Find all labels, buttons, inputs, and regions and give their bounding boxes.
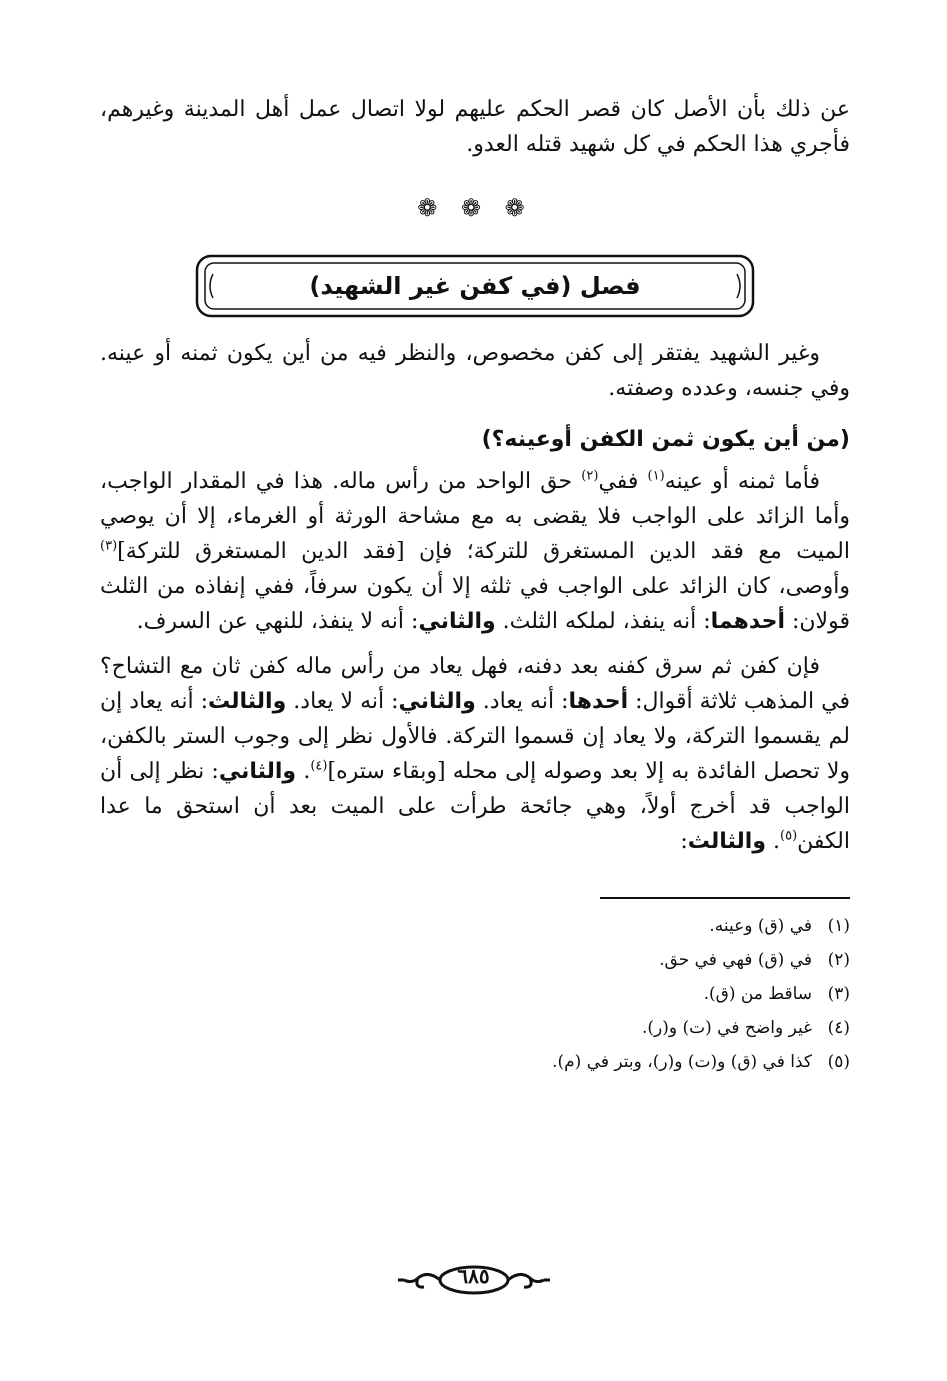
- footnote-ref-3[interactable]: (٣): [100, 538, 118, 554]
- text-run: : أنه يعاد إن لم يقسموا التركة، ولا يعاد إن قسموا التركة. فالأول نظر إلى وجوب الستر بالكفن، ولا تحصل الفائدة به إلا بعد وصوله إلى محله [وبقاء ستره]: [100, 689, 850, 784]
- text-run: : نظر إلى أن الواجب قد أخرج أولاً، وهي جائحة طرأت على الميت بعد أن استحق ما عدا الكفن: [100, 759, 850, 854]
- footnote-number: (٤): [827, 1018, 850, 1038]
- text-run: .: [296, 759, 311, 784]
- footnote-text: في (ق) وعينه.: [709, 916, 812, 936]
- footnote-number: (٣): [827, 984, 850, 1004]
- section-separator: ❁ ❁ ❁: [417, 194, 533, 222]
- footnote-item: [100, 977, 850, 1011]
- bold-term: والثاني: [418, 609, 496, 634]
- footnote-number: (٢): [827, 950, 850, 970]
- paragraph-2: [100, 649, 850, 859]
- bold-term: والثالث: [687, 829, 767, 854]
- text-run: :: [680, 829, 688, 854]
- text-run: .: [766, 829, 781, 854]
- text-run: : أنه لا ينفذ، للنهي عن السرف.: [136, 609, 419, 634]
- chapter-title: فصل (في كفن غير الشهيد): [309, 272, 641, 300]
- text-run: حق الواحد من رأس ماله. هذا في المقدار الواجب، وأما الزائد على الواجب فلا يقضى به مع مشاحة الورثة أو الغرماء، إلا أن يوصي الميت مع فقد الدين المستغرق للتركة؛ فإن [فقد الدين المستغرق للتركة]: [100, 469, 850, 564]
- footnote-item: [100, 1045, 850, 1079]
- text-run: ففي: [598, 469, 648, 494]
- text-run: : أنه لا يعاد.: [286, 689, 399, 714]
- footnotes-list: [100, 909, 850, 1079]
- bold-term: والثاني: [398, 689, 476, 714]
- footnote-text: في (ق) فهي في حق.: [659, 950, 812, 970]
- footnote-item: [100, 909, 850, 943]
- paragraph-1: [100, 464, 850, 639]
- text-run: : أنه ينفذ، لملكه الثلث.: [495, 609, 711, 634]
- bold-term: والثاني: [218, 759, 297, 784]
- footnote-text: كذا في (ق) و(ت) و(ر)، وبتر في (م).: [552, 1052, 812, 1072]
- footnote-number: (١): [827, 916, 850, 936]
- intro-paragraph: عن ذلك بأن الأصل كان قصر الحكم عليهم لولا اتصال عمل أهل المدينة وغيرهم، فأجري هذا الحكم في كل شهيد قتله العدو.: [100, 97, 850, 157]
- footnote-number: (٥): [827, 1052, 850, 1072]
- text-run: فإن كفن ثم سرق كفنه بعد دفنه، فهل يعاد من رأس ماله كفن ثان مع التشاح؟ في المذهب ثلاثة أقوال:: [100, 654, 850, 714]
- footnote-text: غير واضح في (ت) و(ر).: [641, 1018, 812, 1038]
- footnote-ref-1[interactable]: (١): [647, 468, 665, 484]
- bold-term: أحدها: [568, 689, 629, 714]
- footnote-ref-5[interactable]: (٥): [780, 828, 798, 844]
- section-heading: (من أين يكون ثمن الكفن أوعينه؟): [481, 427, 850, 452]
- page-body: [100, 92, 850, 1079]
- footnote-text: ساقط من (ق).: [703, 984, 812, 1004]
- footnote-divider: [600, 897, 850, 899]
- text-run: : أنه يعاد.: [475, 689, 569, 714]
- bold-term: أحدهما: [710, 609, 785, 634]
- page-number: ٦٨٥: [457, 1264, 490, 1288]
- footnote-item: [100, 1011, 850, 1045]
- chapter-intro-paragraph: وغير الشهيد يفتقر إلى كفن مخصوص، والنظر فيه من أين يكون ثمنه أو عينه. وفي جنسه، وعدده وصفته.: [100, 341, 850, 401]
- footnote-ref-2[interactable]: (٢): [581, 468, 599, 484]
- footnote-ref-4[interactable]: (٤): [310, 758, 328, 774]
- text-run: فأما ثمنه أو عينه: [664, 469, 820, 494]
- footnote-item: [100, 943, 850, 977]
- text-run: وأوصى، كان الزائد على الواجب في ثلثه إلا أن يكون سرفاً، ففي إنفاذه من الثلث قولان:: [100, 574, 850, 634]
- page-number-ornament: [0, 1260, 947, 1300]
- bold-term: والثالث: [207, 689, 287, 714]
- chapter-title-frame: [195, 254, 755, 318]
